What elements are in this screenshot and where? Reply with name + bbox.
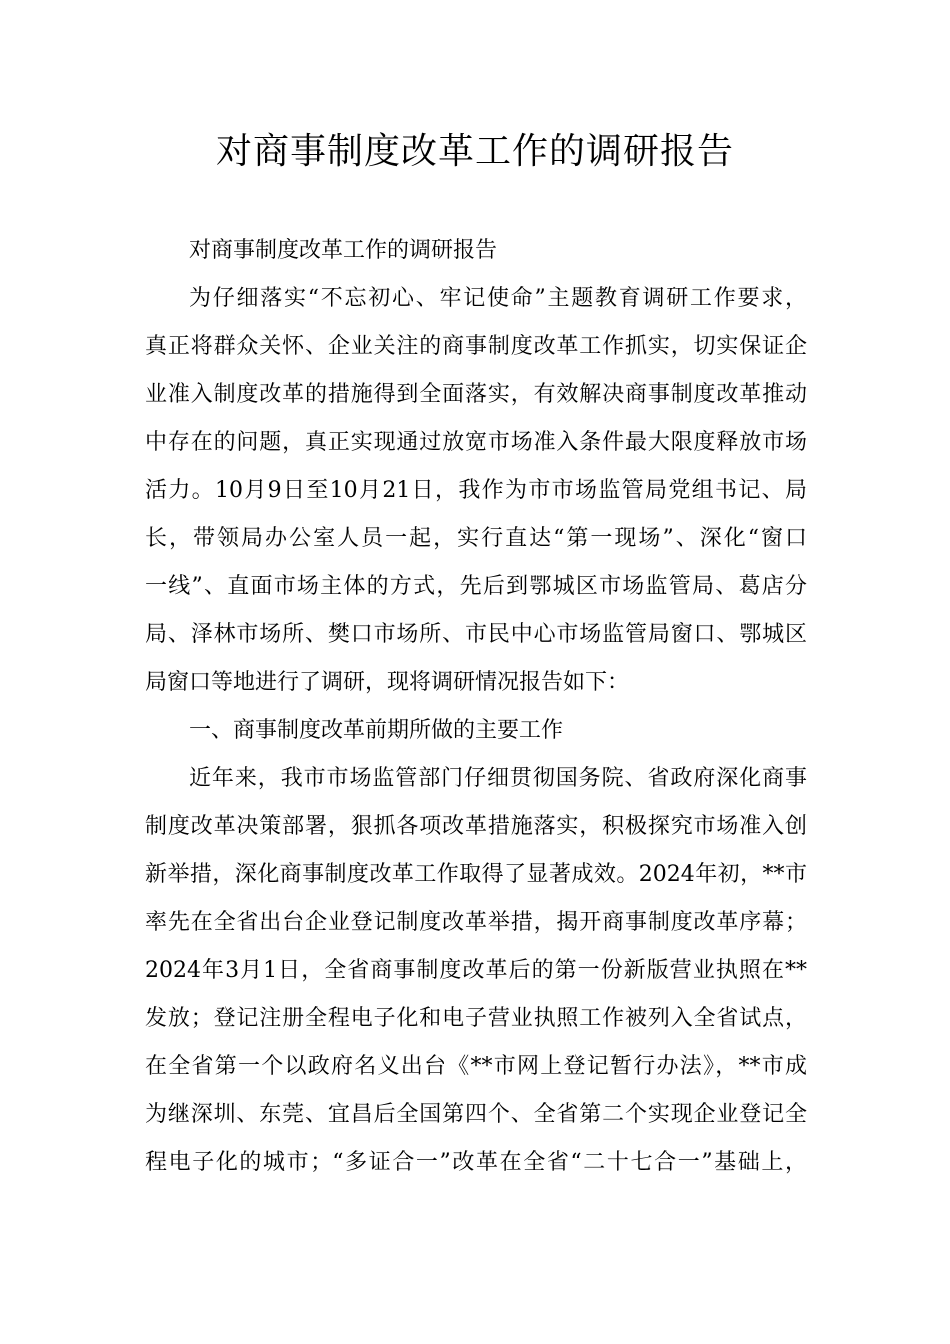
- paragraph-line: 为继深圳、东莞、宜昌后全国第四个、全省第二个实现企业登记全: [145, 1102, 807, 1127]
- paragraph-line: 真正将群众关怀、企业关注的商事制度改革工作抓实，切实保证企: [145, 334, 807, 359]
- paragraph-line: 局窗口等地进行了调研，现将调研情况报告如下：: [145, 670, 630, 695]
- paragraph-line: 率先在全省出台企业登记制度改革举措，揭开商事制度改革序幕；: [145, 910, 807, 935]
- paragraph-line: 为仔细落实“不忘初心、牢记使命”主题教育调研工作要求，: [189, 286, 807, 311]
- paragraph-line: 业准入制度改革的措施得到全面落实，有效解决商事制度改革推动: [145, 382, 807, 407]
- paragraph-line: 发放；登记注册全程电子化和电子营业执照工作被列入全省试点，: [145, 1006, 807, 1031]
- paragraph-line: 局、泽林市场所、樊口市场所、市民中心市场监管局窗口、鄂城区: [145, 622, 807, 647]
- subtitle-line: 对商事制度改革工作的调研报告: [189, 238, 498, 263]
- document-body: [145, 231, 807, 1191]
- paragraph-line: 长，带领局办公室人员一起，实行直达“第一现场”、深化“窗口: [145, 526, 807, 551]
- paragraph-line: 活力。10月9日至10月21日，我作为市市场监管局党组书记、局: [145, 478, 807, 503]
- document-title: 对商事制度改革工作的调研报告: [215, 131, 734, 172]
- paragraph-line: 一线”、直面市场主体的方式，先后到鄂城区市场监管局、葛店分: [145, 574, 807, 599]
- paragraph-line: 2024年3月1日，全省商事制度改革后的第一份新版营业执照在**: [145, 958, 807, 983]
- paragraph-line: 程电子化的城市；“多证合一”改革在全省“二十七合一”基础上，: [145, 1150, 807, 1175]
- paragraph-line: 在全省第一个以政府名义出台《**市网上登记暂行办法》，**市成: [145, 1054, 807, 1079]
- paragraph-line: 中存在的问题，真正实现通过放宽市场准入条件最大限度释放市场: [145, 430, 807, 455]
- paragraph-line: 新举措，深化商事制度改革工作取得了显著成效。2024年初，**市: [145, 862, 807, 887]
- section-heading: 一、商事制度改革前期所做的主要工作: [189, 718, 564, 743]
- paragraph-line: 近年来，我市市场监管部门仔细贯彻国务院、省政府深化商事: [189, 766, 807, 791]
- paragraph-line: 制度改革决策部署，狠抓各项改革措施落实，积极探究市场准入创: [145, 814, 807, 839]
